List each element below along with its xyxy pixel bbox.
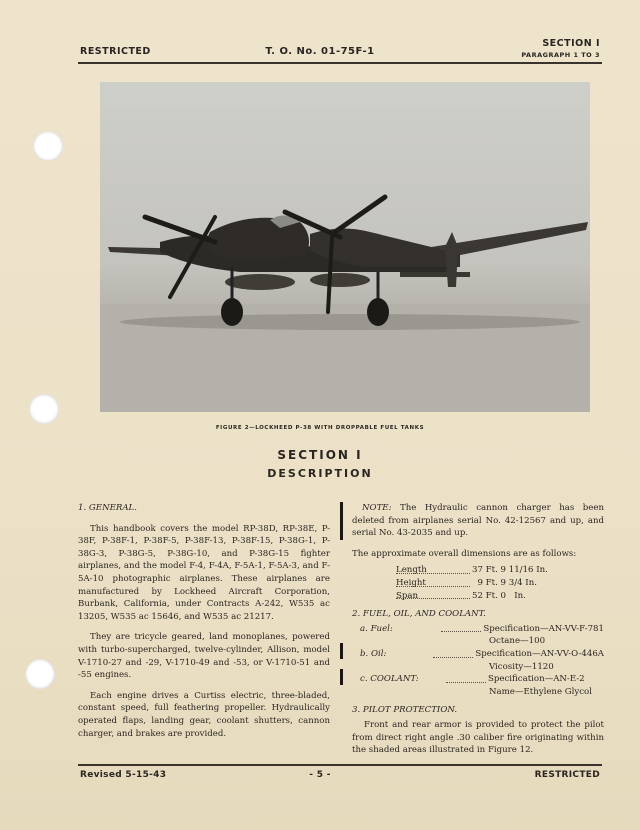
right-column [352,502,604,765]
binder-hole-top [33,131,63,161]
footer-rule [78,764,602,766]
revision-bar-coolant [340,669,343,685]
general-paragraph-1: This handbook covers the model RP-38D, RP-38E, P-38F, P-38F-1, P-38F-5, P-38F-13, P-38F-15, P-38G-1, P-38G-3, P-38G-5, P-38G-10, and P-38G-15 fighter airplanes, and the model F-4, F-4A, F-5A-1, F-5A-3, and F-5A-10 photographic airplanes. These airplanes are manufactured by Lockheed Aircraft Corporation, Burbank, California, under Contracts A-242, W535 ac 13205, W535 ac 15646, and W535 ac 21217. [78,523,330,622]
figure-caption: FIGURE 2—LOCKHEED P-38 WITH DROPPABLE FUEL TANKS [215,425,425,431]
note-paragraph [352,502,604,540]
dimension-value: 9 Ft. 9 3/4 In. [472,577,537,588]
footer-restricted: RESTRICTED [534,770,600,780]
revision-bar-note [340,502,343,540]
binder-hole-middle [29,394,59,424]
section-subtitle: DESCRIPTION [267,467,373,480]
p38-photo-illustration [100,82,590,412]
dimension-value: 37 Ft. 9 11/16 In. [472,565,548,576]
coolant-spec: Specification—AN-E-2 [488,674,585,685]
header-section [521,38,600,59]
section-title: SECTION I [277,448,363,462]
binder-hole-bottom [25,659,55,689]
fuel-label: a. Fuel: [360,623,393,634]
coolant-name: Name—Ethylene Glycol [489,686,592,697]
oil-viscosity: Vicosity—1120 [489,661,554,672]
pilot-protection-text: Front and rear armor is provided to protect the pilot from direct right angle .30 caliber fire originating within the shaded areas illustrated in Figure 12. [352,719,604,756]
pilot-protection-heading: 3. PILOT PROTECTION. [352,705,458,716]
oil-spec: Specification—AN-VV-O-446A [475,648,604,659]
note-text: The Hydraulic cannon charger has been deleted from airplanes serial No. 42-12567 and up, and serial No. 43-2035 and up. [352,503,604,539]
general-paragraph-3: Each engine drives a Curtiss electric, three-bladed, constant speed, full feathering propeller. Hydraulically operated flaps, landing gear, coolant shutters, cannon charger, and brakes are provided. [78,690,330,739]
coolant-label: c. COOLANT: [360,674,419,685]
dimensions-intro: The approximate overall dimensions are as follows: [352,548,577,559]
oil-label: b. Oil: [360,648,387,659]
dimension-row-length [396,564,604,577]
dimension-label: Height [396,577,470,587]
dimension-row-height [396,577,604,590]
dimension-row-span [396,590,604,603]
header-document-number: T. O. No. 01-75F-1 [265,46,375,57]
dimension-value: 52 Ft. 0 In. [472,590,526,601]
aircraft-photo [100,82,590,412]
fuel-octane: Octane—100 [489,636,546,647]
fuel-heading: 2. FUEL, OIL, AND COOLANT. [352,609,486,620]
footer-page-number: - 5 - [309,770,331,780]
dimension-label: Span [396,590,470,600]
header-section-title: SECTION I [542,38,600,49]
general-heading: 1. GENERAL. [78,503,137,513]
revision-bar-oil [340,643,343,659]
dimension-label: Length [396,564,470,574]
header-paragraph-range: PARAGRAPH 1 TO 3 [521,51,600,59]
note-label: NOTE: [362,503,392,513]
left-column [78,502,330,748]
footer-revised-date: Revised 5-15-43 [80,770,167,780]
oil-row [352,648,604,661]
coolant-row [352,673,604,686]
header-rule [78,62,602,64]
general-paragraph-2: They are tricycle geared, land monoplanes, powered with turbo-supercharged, twelve-cylinder, Allison, model V-1710-27 and -29, V-1710-49 and -53, or V-1710-51 and -55 engines. [78,632,330,681]
fuel-row [352,623,604,636]
header-restricted: RESTRICTED [80,46,151,57]
fuel-spec: Specification—AN-VV-F-781 [483,623,604,634]
